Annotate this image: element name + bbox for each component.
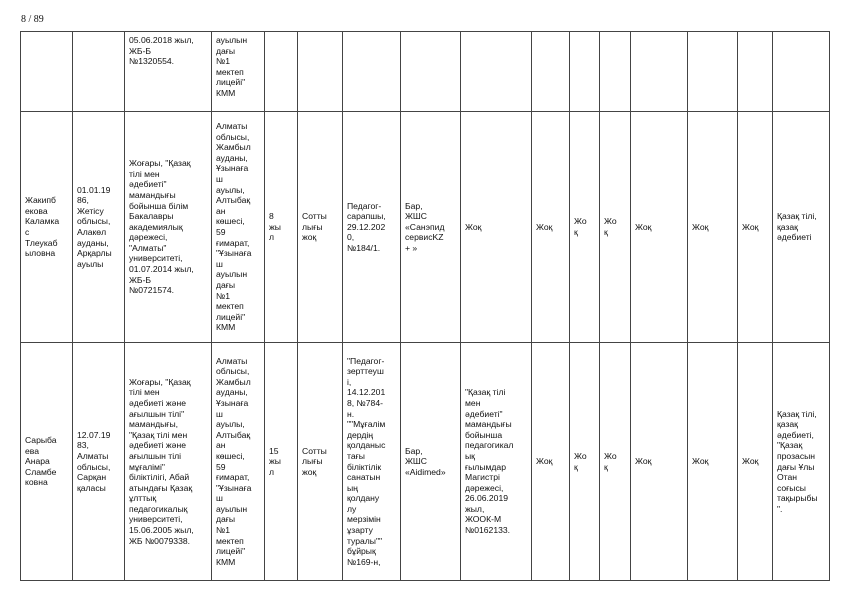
- staff-table: [20, 31, 830, 581]
- employee-name-cell: [21, 32, 73, 112]
- education-info-cell: Жоғары, "Қазақ тілі мен әдебиеті" мамандығы бойынша білім Бакалавры академиялық дәрежесі, "Алматы" университеті, 01.07.2014 жыл, ЖБ-Б №0721574.: [125, 112, 212, 343]
- column-10-cell: [532, 32, 570, 112]
- birth-info-cell: [73, 32, 125, 112]
- workplace-info-cell: ауылын дағы №1 мектеп лицейі" КММ: [212, 32, 265, 112]
- column-15-cell: Жоқ: [738, 112, 773, 343]
- work-experience-cell: 8 жы л: [265, 112, 298, 343]
- column-13-cell: [631, 32, 688, 112]
- conviction-status-cell: Сотты лығы жоқ: [298, 112, 343, 343]
- medical-certificate-cell: Бар, ЖШС «Aidimed»: [401, 343, 461, 581]
- qualification-category-cell: [343, 32, 401, 112]
- medical-certificate-cell: [401, 32, 461, 112]
- employee-name-cell: Сарыба ева Анара Сламбе ковна: [21, 343, 73, 581]
- column-14-cell: Жоқ: [688, 343, 738, 581]
- education-info-cell: 05.06.2018 жыл, ЖБ-Б №1320554.: [125, 32, 212, 112]
- column-14-cell: [688, 32, 738, 112]
- column-11-cell: Жо қ: [570, 112, 600, 343]
- workplace-info-cell: Алматы облысы, Жамбыл ауданы, Ұзынаға ш ауылы, Алтыбақ ан көшесі, 59 ғимарат, "Ұзынаға ш ауылын дағы №1 мектеп лицейі" КММ: [212, 343, 265, 581]
- table-row: [21, 343, 830, 581]
- conviction-status-cell: [298, 32, 343, 112]
- column-10-cell: Жоқ: [532, 343, 570, 581]
- column-10-cell: Жоқ: [532, 112, 570, 343]
- column-13-cell: Жоқ: [631, 112, 688, 343]
- column-12-cell: Жо қ: [600, 112, 631, 343]
- education-info-cell: Жоғары, "Қазақ тілі мен әдебиеті және ағылшын тілі" мамандығы, "Қазақ тілі мен әдебиеті және ағылшын тілі мұғалімі" біліктілігі, Абай атындағы Қазақ ұлттық педагогикалық университеті, 15.06.2005 жыл, ЖБ №0079338.: [125, 343, 212, 581]
- conviction-status-cell: Сотты лығы жоқ: [298, 343, 343, 581]
- column-14-cell: Жоқ: [688, 112, 738, 343]
- medical-certificate-cell: Бар, ЖШС «Санэпид сервисKZ + »: [401, 112, 461, 343]
- column-13-cell: Жоқ: [631, 343, 688, 581]
- work-experience-cell: [265, 32, 298, 112]
- masters-degree-cell: "Қазақ тілі мен әдебиеті" мамандығы бойынша педагогикал ық ғылымдар Магистрі дәрежесі, 26.06.2019 жыл, ЖООК-М №0162133.: [461, 343, 532, 581]
- column-11-cell: [570, 32, 600, 112]
- column-12-cell: [600, 32, 631, 112]
- column-12-cell: Жо қ: [600, 343, 631, 581]
- birth-info-cell: 12.07.19 83, Алматы облысы, Сарқан қаласы: [73, 343, 125, 581]
- column-11-cell: Жо қ: [570, 343, 600, 581]
- table-row: [21, 112, 830, 343]
- qualification-category-cell: "Педагог- зерттеуш і, 14.12.201 8, №784- н. ""Мұғалім дердің қолданыс тағы біліктілік санатын ың қолдану лу мерзімін ұзарту туралы"" бұйрық №169-н,: [343, 343, 401, 581]
- workplace-info-cell: Алматы облысы, Жамбыл ауданы, Ұзынаға ш ауылы, Алтыбақ ан көшесі, 59 ғимарат, "Ұзынаға ш ауылын дағы №1 мектеп лицейі" КММ: [212, 112, 265, 343]
- employee-name-cell: Жакипб екова Каламка с Тлеукаб ыловна: [21, 112, 73, 343]
- birth-info-cell: 01.01.19 86, Жетісу облысы, Алакөл ауданы, Арқарлы ауылы: [73, 112, 125, 343]
- page-number: 8 / 89: [21, 14, 44, 25]
- column-15-cell: [738, 32, 773, 112]
- column-15-cell: Жоқ: [738, 343, 773, 581]
- teaching-subject-cell: Қазақ тілі, қазақ әдебиеті: [773, 112, 830, 343]
- work-experience-cell: 15 жы л: [265, 343, 298, 581]
- masters-degree-cell: [461, 32, 532, 112]
- masters-degree-cell: Жоқ: [461, 112, 532, 343]
- teaching-subject-cell: [773, 32, 830, 112]
- teaching-subject-cell: Қазақ тілі, қазақ әдебиеті, "Қазақ прозасын дағы Ұлы Отан соғысы тақырыбы ".: [773, 343, 830, 581]
- qualification-category-cell: Педагог- сарапшы, 29.12.202 0, №184/1.: [343, 112, 401, 343]
- table-row: [21, 32, 830, 112]
